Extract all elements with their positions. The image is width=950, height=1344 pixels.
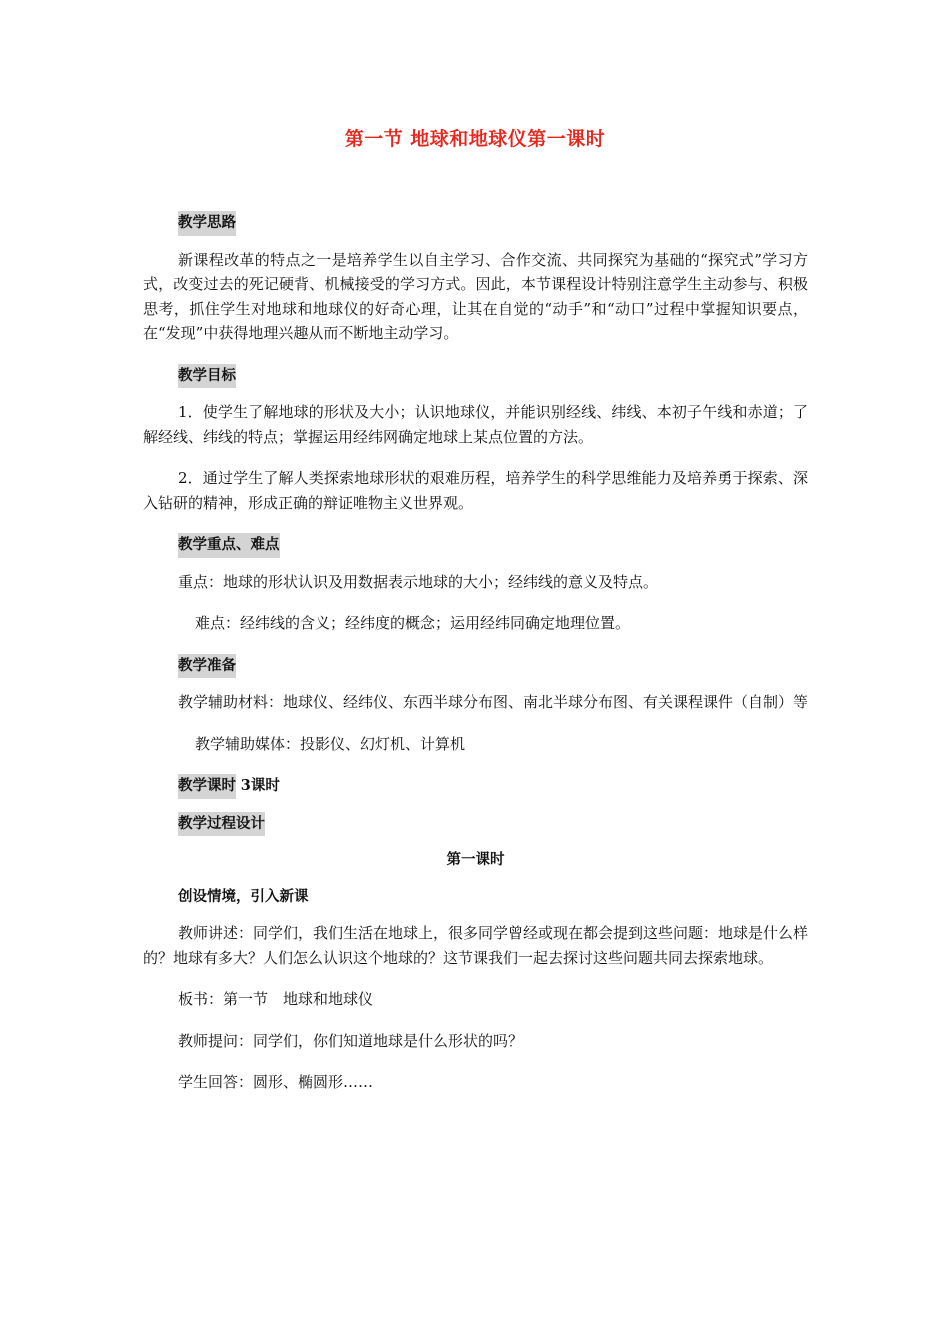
paragraph-media: 教学辅助媒体：投影仪、幻灯机、计算机	[195, 734, 466, 753]
heading-hours: 教学课时	[178, 774, 236, 799]
page-title: 第一节 地球和地球仪第一课时	[344, 128, 606, 150]
paragraph-student-answer: 学生回答：圆形、椭圆形……	[178, 1073, 374, 1091]
paragraph-teacher-intro: 教师讲述：同学们，我们生活在地球上，很多同学曾经或现在都会提到这些问题：地球是什么样的？地球有多大？人们怎么认识这个地球的？这节课我们一起去探讨这些问题共同去探索地球。	[143, 924, 809, 967]
paragraph-materials: 教学辅助材料：地球仪、经纬仪、东西半球分布图、南北半球分布图、有关课程课件（自制）等	[178, 693, 809, 711]
heading-process: 教学过程设计	[178, 812, 265, 837]
step-title: 创设情境，引入新课	[178, 887, 309, 905]
goal-item-1: 1．使学生了解地球的形状及大小；认识地球仪，并能识别经线、纬线、本初子午线和赤道；了解经线、纬线的特点；掌握运用经纬网确定地球上某点位置的方法。	[143, 403, 808, 446]
goal-item-2: 2．通过学生了解人类探索地球形状的艰难历程，培养学生的科学思维能力及培养勇于探索、深入钻研的精神，形成正确的辩证唯物主义世界观。	[143, 469, 808, 512]
lesson-title: 第一课时	[446, 851, 505, 868]
paragraph-thinking: 新课程改革的特点之一是培养学生以自主学习、合作交流、共同探究为基础的“探究式”学习方式，改变过去的死记硬背、机械接受的学习方式。因此，本节课程设计特别注意学生主动参与、积极思考，抓住学生对地球和地球仪的好奇心理，让其在自觉的“动手”和“动口”过程中掌握知识要点，在“发现”中获得地理兴趣从而不断地主动学习。	[143, 250, 808, 342]
paragraph-key-points: 重点：地球的形状认识及用数据表示地球的大小；经纬线的意义及特点。	[178, 572, 659, 591]
paragraph-difficult-points: 难点：经纬线的含义；经纬度的概念；运用经纬同确定地理位置。	[195, 614, 631, 632]
heading-goals: 教学目标	[178, 364, 236, 389]
heading-thinking: 教学思路	[178, 211, 236, 236]
document-body	[143, 210, 808, 1112]
paragraph-teacher-question: 教师提问：同学们，你们知道地球是什么形状的吗？	[178, 1031, 524, 1050]
heading-focus: 教学重点、难点	[178, 533, 280, 558]
paragraph-board: 板书：第一节 地球和地球仪	[178, 990, 374, 1008]
hours-value: 3课时	[240, 777, 280, 794]
heading-prep: 教学准备	[178, 654, 236, 679]
